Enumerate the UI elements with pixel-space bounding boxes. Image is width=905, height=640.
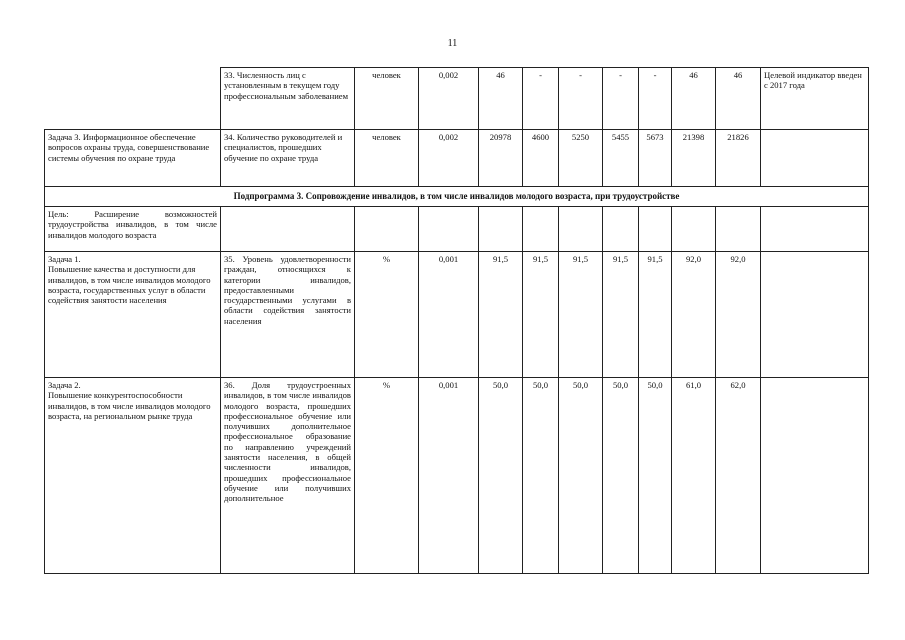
weight-cell: 0,001 [419, 252, 479, 378]
value-cell: 91,5 [603, 252, 639, 378]
table-row [45, 187, 869, 207]
weight-cell: 0,001 [419, 378, 479, 574]
note-cell [761, 130, 869, 187]
value-cell: 5455 [603, 130, 639, 187]
value-cell: 91,5 [523, 252, 559, 378]
table-row [45, 68, 869, 130]
value-cell: 92,0 [672, 252, 716, 378]
value-cell: 21398 [672, 130, 716, 187]
task-cell: Цель: Расширение возможностей трудоустройства инвалидов, в том числе инвалидов молодого возраста [45, 207, 221, 252]
weight-cell: 0,002 [419, 68, 479, 130]
value-cell: - [639, 68, 672, 130]
task-cell [45, 68, 221, 130]
value-cell: 50,0 [479, 378, 523, 574]
unit-cell: человек [355, 130, 419, 187]
value-cell [559, 207, 603, 252]
indicator-cell: 34. Количество руководителей и специалистов, прошедших обучение по охране труда [221, 130, 355, 187]
unit-cell: % [355, 252, 419, 378]
value-cell: 50,0 [639, 378, 672, 574]
value-cell [603, 207, 639, 252]
page-number: 11 [447, 38, 458, 49]
note-cell [761, 207, 869, 252]
value-cell [672, 207, 716, 252]
value-cell: 50,0 [559, 378, 603, 574]
indicator-cell [221, 207, 355, 252]
table-row [45, 130, 869, 187]
value-cell: 5250 [559, 130, 603, 187]
indicator-cell: 35. Уровень удовлетворенности граждан, относящихся к категории инвалидов, предоставленными государственными услугами в области содействия занятости населения [221, 252, 355, 378]
value-cell: 62,0 [716, 378, 761, 574]
table-row [45, 252, 869, 378]
value-cell: 50,0 [603, 378, 639, 574]
table-row [45, 207, 869, 252]
value-cell: - [523, 68, 559, 130]
value-cell: 46 [479, 68, 523, 130]
value-cell: 50,0 [523, 378, 559, 574]
value-cell [479, 207, 523, 252]
indicators-table [44, 67, 869, 574]
value-cell: 21826 [716, 130, 761, 187]
value-cell [716, 207, 761, 252]
value-cell: 91,5 [639, 252, 672, 378]
value-cell: - [603, 68, 639, 130]
indicator-cell: 36. Доля трудоустроенных инвалидов, в том числе инвалидов молодого возраста, прошедших профессиональное обучение или получивших дополнительное профессиональное образование по направлению учреждений занятости населения, в общей численности инвалидов, прошедших профессиональное обучение или получивших дополнительное [221, 378, 355, 574]
value-cell: 46 [672, 68, 716, 130]
value-cell [523, 207, 559, 252]
unit-cell: % [355, 378, 419, 574]
indicator-cell: 33. Численность лиц с установленным в текущем году профессиональным заболеванием [221, 68, 355, 130]
value-cell: 91,5 [559, 252, 603, 378]
weight-cell: 0,002 [419, 130, 479, 187]
note-cell [761, 252, 869, 378]
unit-cell [355, 207, 419, 252]
value-cell: 91,5 [479, 252, 523, 378]
value-cell: 4600 [523, 130, 559, 187]
task-cell: Задача 3. Информационное обеспечение вопросов охраны труда, совершенствование системы обучения по охране труда [45, 130, 221, 187]
task-cell: Задача 2. Повышение конкурентоспособности инвалидов, в том числе инвалидов молодого возраста, на региональном рынке труда [45, 378, 221, 574]
value-cell: 92,0 [716, 252, 761, 378]
task-cell: Задача 1. Повышение качества и доступности для инвалидов, в том числе инвалидов молодого возраста, государственных услуг в области содействия занятости населения [45, 252, 221, 378]
unit-cell: человек [355, 68, 419, 130]
value-cell: 46 [716, 68, 761, 130]
value-cell: 61,0 [672, 378, 716, 574]
note-cell [761, 378, 869, 574]
subprogram-heading: Подпрограмма 3. Сопровождение инвалидов, в том числе инвалидов молодого возраста, при трудоустройстве [45, 187, 869, 207]
value-cell: 20978 [479, 130, 523, 187]
value-cell: - [559, 68, 603, 130]
table-row [45, 378, 869, 574]
value-cell: 5673 [639, 130, 672, 187]
weight-cell [419, 207, 479, 252]
value-cell [639, 207, 672, 252]
note-cell: Целевой индикатор введен с 2017 года [761, 68, 869, 130]
